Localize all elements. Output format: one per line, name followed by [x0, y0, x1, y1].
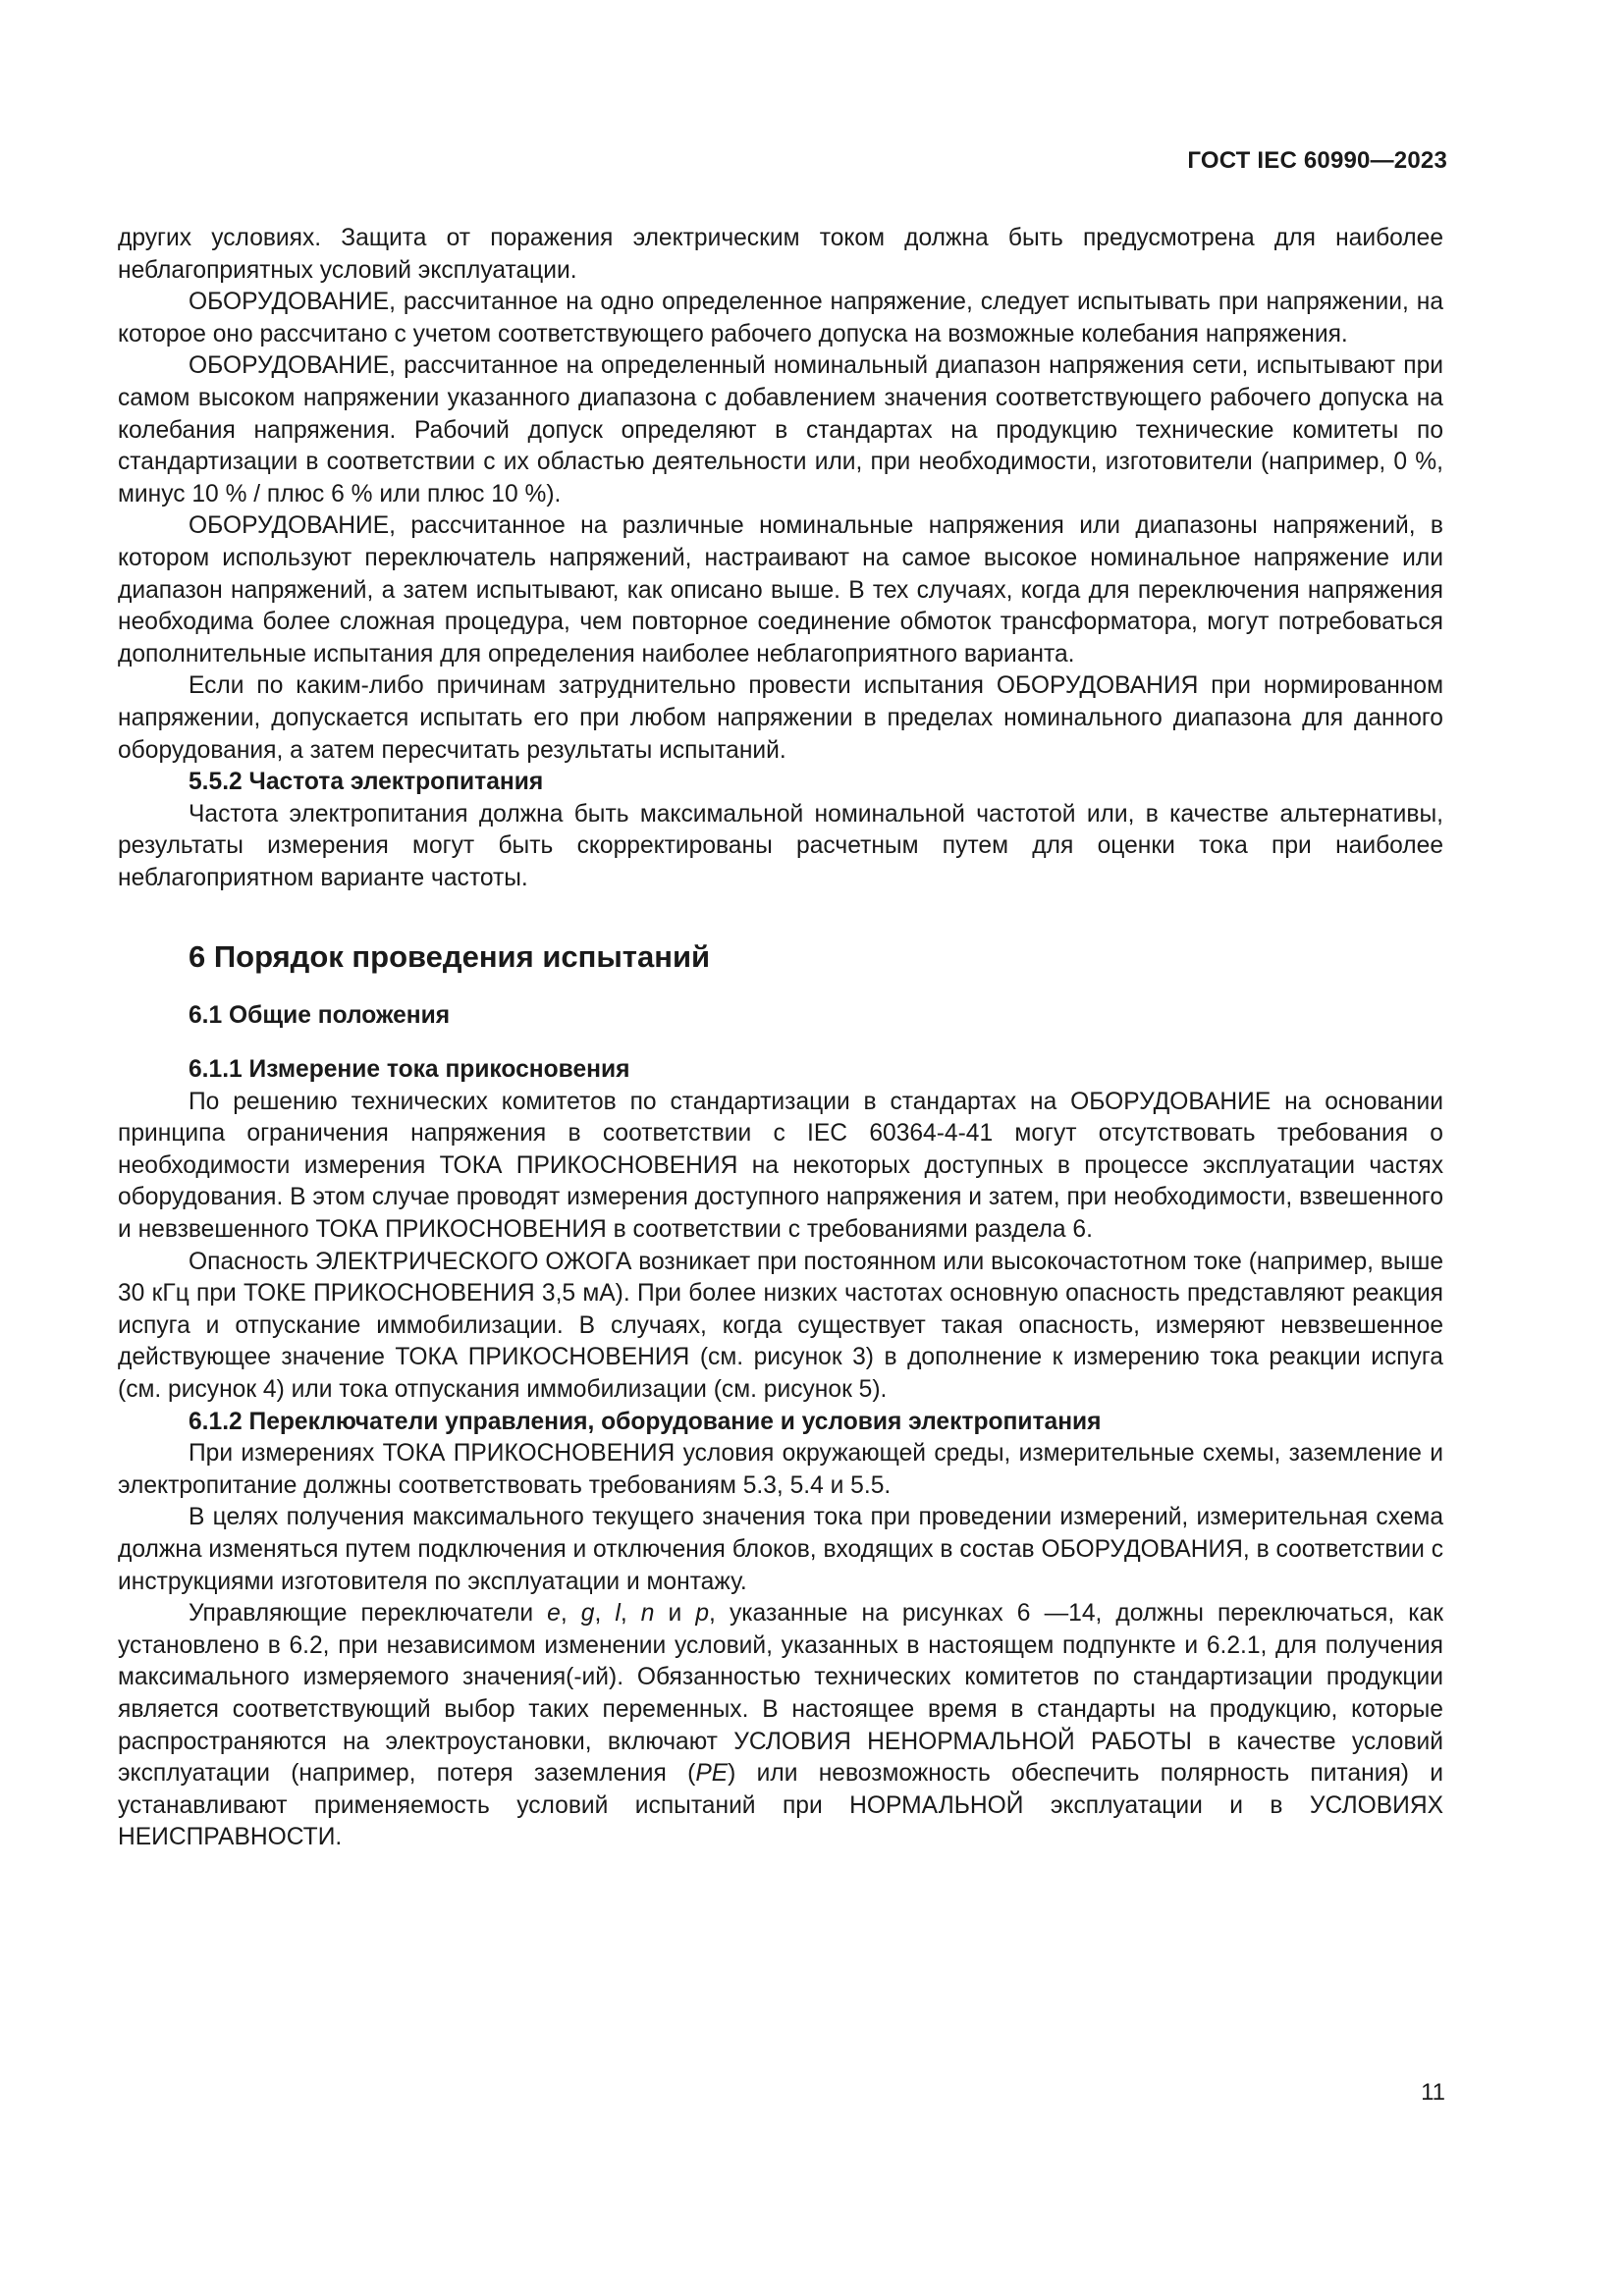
paragraph: Частота электропитания должна быть максимальной номинальной частотой или, в качестве альтернативы, результаты измерения могут быть скорректированы расчетным путем для оценки тока при наиболее неблагоприятном варианте частоты. [118, 800, 1443, 891]
paragraph: ОБОРУДОВАНИЕ, рассчитанное на одно определенное напряжение, следует испытывать при напряжении, на которое оно рассчитано с учетом соответствующего рабочего допуска на возможные колебания напряжения. [118, 289, 1443, 347]
paragraph: других условиях. Защита от поражения электрическим током должна быть предусмотрена для наиболее неблагоприятных условий эксплуатации. [118, 225, 1443, 284]
page-number: 11 [1421, 2079, 1445, 2106]
pe-label: PE [695, 1760, 729, 1788]
document-number: ГОСТ IEC 60990—2023 [1187, 147, 1447, 174]
paragraph: При измерениях ТОКА ПРИКОСНОВЕНИЯ условия окружающей среды, измерительные схемы, заземление и электропитание должны соответствовать требованиям 5.3, 5.4 и 5.5. [118, 1440, 1443, 1499]
text-run: и [654, 1600, 696, 1628]
switch-label: p [695, 1600, 710, 1628]
paragraph: В целях получения максимального текущего значения тока при проведении измерений, измерительная схема должна изменяться путем подключения и отключения блоков, входящих в состав ОБОРУДОВАНИЯ, в соответствии с инструкциями изготовителя по эксплуатации и монтажу. [118, 1504, 1444, 1595]
switch-label: e [547, 1600, 561, 1628]
text-run: , [594, 1600, 616, 1628]
paragraph [118, 1598, 1443, 1854]
paragraph: Опасность ЭЛЕКТРИЧЕСКОГО ОЖОГА возникает при постоянном или высокочастотном токе (например, выше 30 кГц при ТОКЕ ПРИКОСНОВЕНИЯ 3,5 мА). При более низких частотах основную опасность представляют реакция испуга и отпускание иммобилизации. В случаях, когда существует такая опасность, измеряют невзвешенное действующее значение ТОКА ПРИКОСНОВЕНИЯ (см. рисунок 3) в дополнение к измерению тока реакции испуга (см. рисунок 4) или тока отпускания иммобилизации (см. рисунок 5). [118, 1248, 1443, 1403]
paragraph: Если по каким-либо причинам затруднительно провести испытания ОБОРУДОВАНИЯ при нормированном напряжении, допускается испытать его при любом напряжении в пределах номинального диапазона для данного оборудования, а затем пересчитать результаты испытаний. [118, 672, 1443, 764]
text-run: , указанные на рисунках 6 —14, должны переключаться, как установлено в 6.2, при независимом изменении условий, указанных в настоящем подпункте и 6.2.1, для получения максимального измеряемого значения(-ий). Обязанностью технических комитетов по стандартизации продукции является соответствующий выбор таких переменных. В настоящее время в стандарты на продукцию, которые распространяются на электроустановки, включают УСЛОВИЯ НЕНОРМАЛЬНОЙ РАБОТЫ в качестве условий эксплуатации (например, потеря заземления ( [118, 1600, 1443, 1788]
switch-label: g [580, 1600, 595, 1628]
text-run: ) или невозможность обеспечить полярность питания) и устанавливают применяемость условий испытаний при НОРМАЛЬНОЙ эксплуатации и в УСЛОВИЯХ НЕИСПРАВНОСТИ. [118, 1760, 1443, 1851]
subsection-heading-6-1: 6.1 Общие положения [189, 1002, 451, 1030]
switch-label: l [615, 1600, 621, 1628]
paragraph: ОБОРУДОВАНИЕ, рассчитанное на определенный номинальный диапазон напряжения сети, испытывают при самом высоком напряжении указанного диапазона с добавлением значения соответствующего рабочего допуска на колебания напряжения. Рабочий допуск определяют в стандартах на продукцию технические комитеты по стандартизации в соответствии с их областью деятельности или, при необходимости, изготовители (например, 0 %, минус 10 % / плюс 6 % или плюс 10 %). [118, 352, 1443, 507]
paragraph: По решению технических комитетов по стандартизации в стандартах на ОБОРУДОВАНИЕ на основании принципа ограничения напряжения в соответствии с IEC 60364-4-41 могут отсутствовать требования о необходимости измерения ТОКА ПРИКОСНОВЕНИЯ на некоторых доступных в процессе эксплуатации частях оборудования. В этом случае проводят измерения доступного напряжения и затем, при необходимости, взвешенного и невзвешенного ТОКА ПРИКОСНОВЕНИЯ в соответствии с требованиями раздела 6. [118, 1088, 1443, 1244]
text-run: , [560, 1600, 581, 1628]
subsection-heading-6-1-2: 6.1.2 Переключатели управления, оборудование и условия электропитания [189, 1408, 1102, 1435]
subsection-heading-6-1-1: 6.1.1 Измерение тока прикосновения [189, 1056, 630, 1084]
paragraph: ОБОРУДОВАНИЕ, рассчитанное на различные номинальные напряжения или диапазоны напряжений, в котором используют переключатель напряжений, настраивают на самое высокое номинальное напряжение или диапазон напряжений, а затем испытывают, как описано выше. В тех случаях, когда для переключения напряжения необходима более сложная процедура, чем повторное соединение обмоток трансформатора, могут потребоваться дополнительные испытания для определения наиболее неблагоприятного варианта. [118, 512, 1443, 667]
subsection-heading-5-5-2: 5.5.2 Частота электропитания [189, 769, 544, 796]
section-heading-6: 6 Порядок проведения испытаний [189, 939, 711, 975]
text-run: Управляющие переключатели [189, 1600, 548, 1628]
page-body [118, 223, 1443, 1854]
text-run: , [620, 1600, 641, 1628]
switch-label: n [640, 1600, 655, 1628]
